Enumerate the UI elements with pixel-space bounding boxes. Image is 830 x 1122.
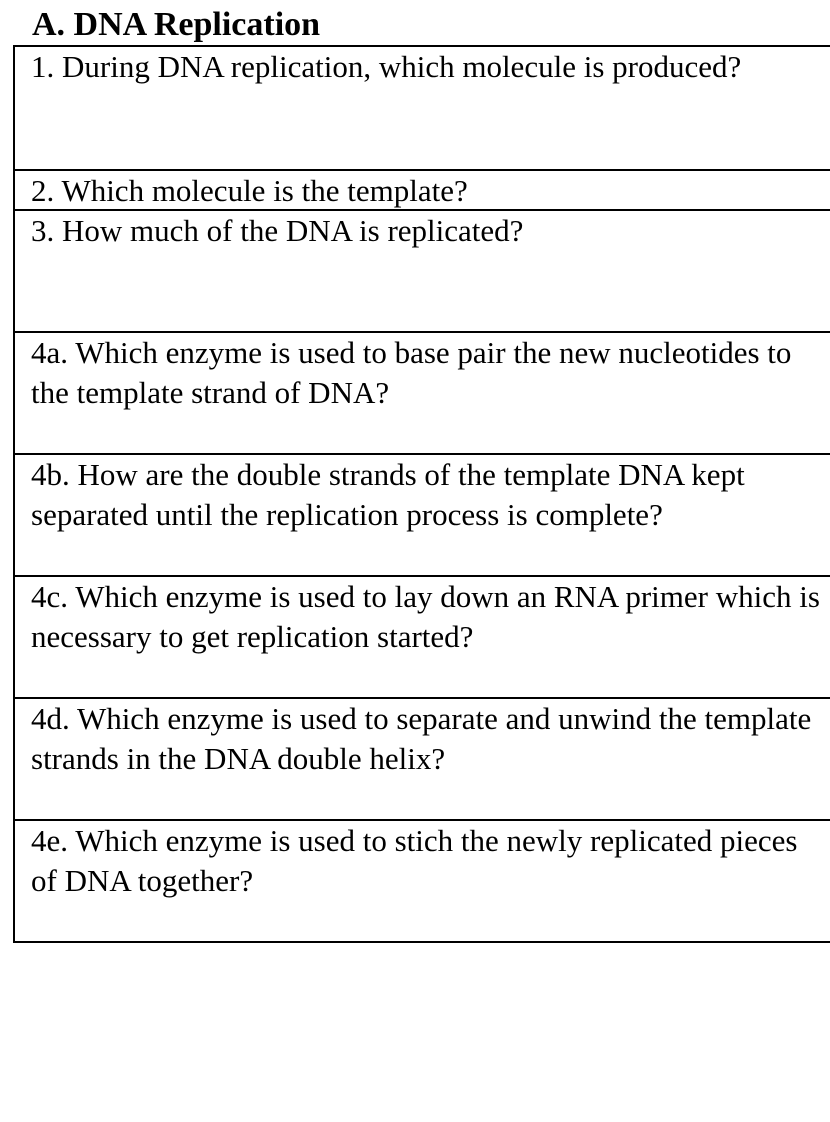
question-text: 4b. How are the double strands of the template DNA kept separated until the replication process is complete?	[31, 457, 745, 532]
question-text: 1. During DNA replication, which molecule is produced?	[31, 49, 742, 84]
question-text: 3. How much of the DNA is replicated?	[31, 213, 524, 248]
question-row-4d[interactable]	[15, 699, 830, 821]
question-row-4c[interactable]	[15, 577, 830, 699]
question-text: 4a. Which enzyme is used to base pair the new nucleotides to the template strand of DNA?	[31, 335, 792, 410]
section-title: A. DNA Replication	[32, 6, 321, 43]
question-row-1[interactable]	[15, 47, 830, 171]
question-row-3[interactable]	[15, 211, 830, 333]
question-row-4a[interactable]	[15, 333, 830, 455]
question-row-4b[interactable]	[15, 455, 830, 577]
question-row-4e[interactable]	[15, 821, 830, 943]
question-table	[13, 45, 830, 943]
question-text: 2. Which molecule is the template?	[31, 173, 468, 208]
question-text: 4d. Which enzyme is used to separate and unwind the template strands in the DNA double helix?	[31, 701, 812, 776]
question-text: 4c. Which enzyme is used to lay down an RNA primer which is necessary to get replication started?	[31, 579, 820, 654]
question-text: 4e. Which enzyme is used to stich the newly replicated pieces of DNA together?	[31, 823, 798, 898]
question-row-2[interactable]	[15, 171, 830, 211]
